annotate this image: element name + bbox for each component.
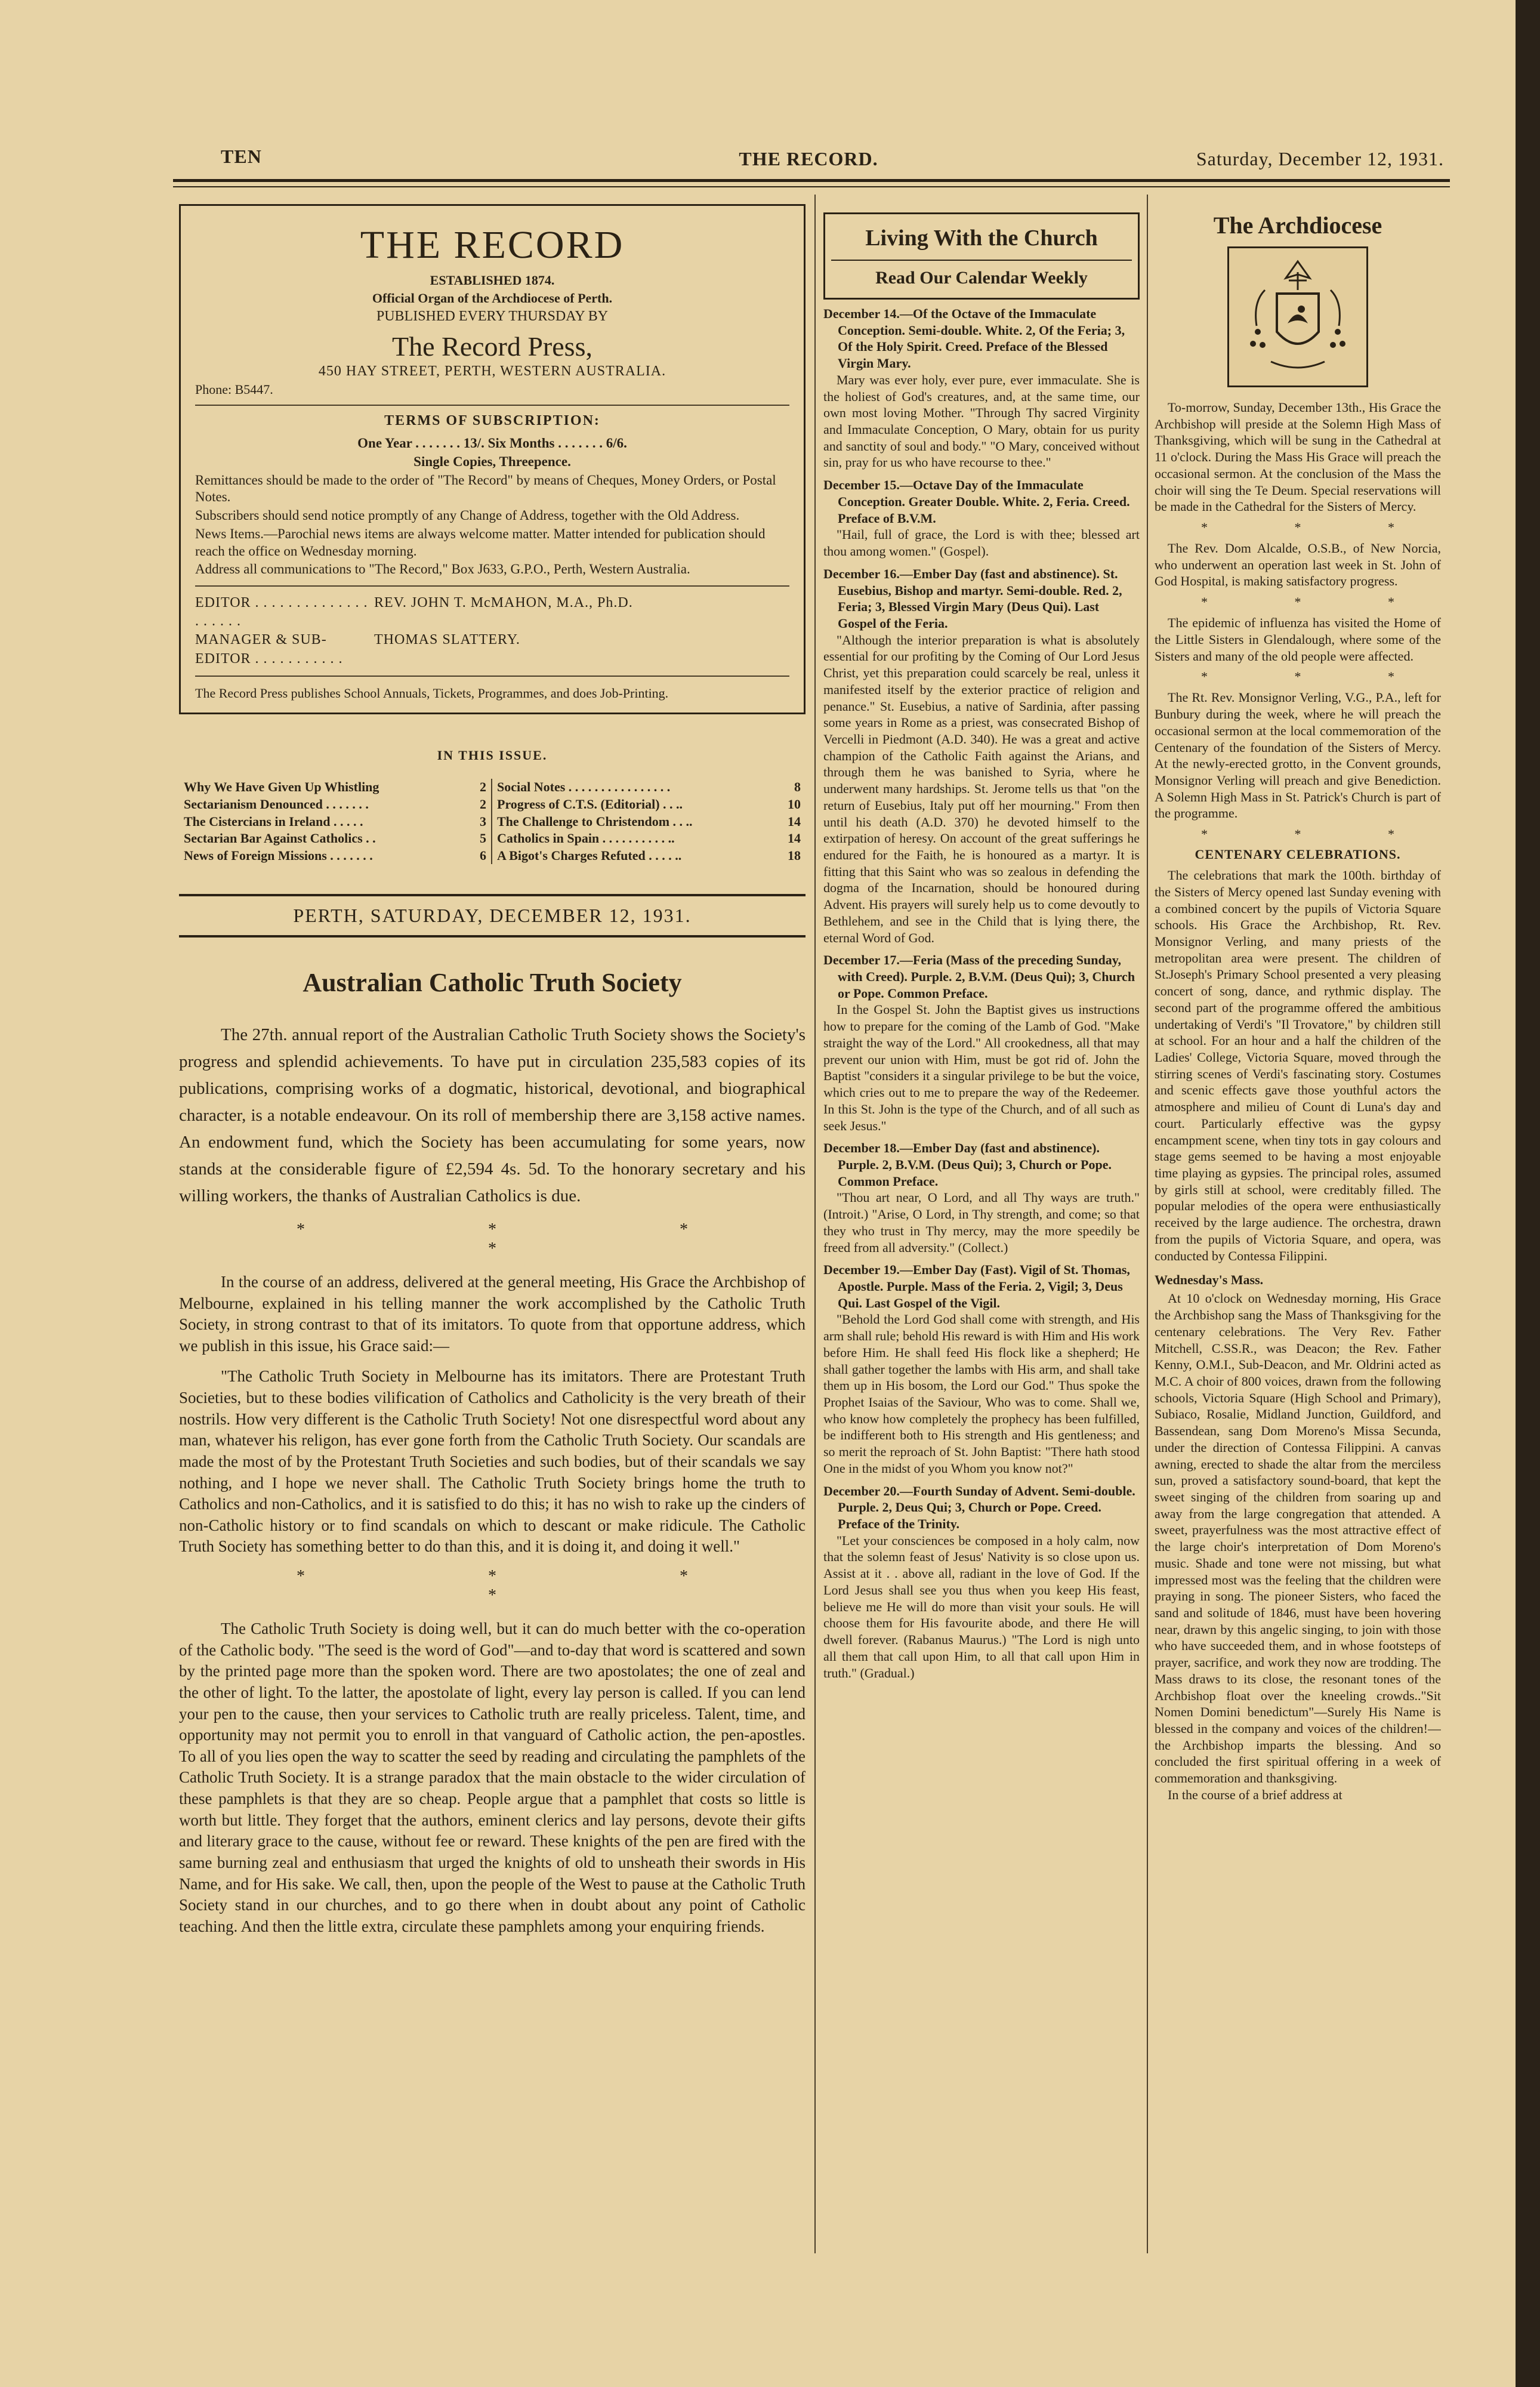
- editor-name: REV. JOHN T. McMAHON, M.A., Ph.D.: [374, 595, 633, 610]
- calendar-entry-text: In the Gospel St. John the Baptist gives us instructions how to prepare for the coming of the Lamb of God. "Make straight the way of the Lord." All crookedness, all that may prevent our union with Him, must be got rid of. John the Baptist "considers it a singular privilege to be but the voice, which cries out to me to prepare the way of the Redeemer. In this St. John is the type of the Church, and of all such as seek Jesus.": [823, 1002, 1140, 1133]
- calendar-entry-text: "Hail, full of grace, the Lord is with thee; blessed art thou among women." (Gospel).: [823, 527, 1140, 559]
- calendar-entry-text: "Thou art near, O Lord, and all Thy ways are truth." (Introit.) "Arise, O Lord, in Thy strength, and come; so that they who trust in Thy mercy, may the more speedily be freed from all adversity." (Collect.): [823, 1190, 1140, 1255]
- masthead-divider: [195, 676, 789, 677]
- manager-name: THOMAS SLATTERY.: [374, 632, 520, 648]
- column-divider: [1147, 195, 1148, 2253]
- calendar-entry-text: "Behold the Lord God shall come with strength, and His arm shall rule; behold His reward is with Him and His work before Him. He shall feed His flock like a shepherd; He shall gather together the lambs with His arm, and shall take them up in His bosom, the Lord our God." Thus spoke the Prophet Isaias of the Saviour, Who was to come. Shall we, who know how completely the prophecy has been fulfilled, be indifferent both to His strength and His gentleness; and so merit the reproach of St. John Baptist: "There hath stood One in the midst of you Whom you know not?": [823, 1312, 1140, 1476]
- contents-item[interactable]: Sectarian Bar Against Catholics . . 5: [184, 831, 486, 846]
- archdiocese-paragraph: To-morrow, Sunday, December 13th., His Grace the Archbishop will preside at the Solemn High Mass of Thanksgiving, which will be sung in the Cathedral at 11 o'clock. During the Mass His Grace will preach the occasional sermon. At the conclusion of the Mass the choir will sing the Te Deum. Special reservations will be made in the Cathedral for the Sisters of Mercy.: [1155, 400, 1441, 514]
- section-stars: * * *: [1201, 826, 1436, 842]
- calendar-entry: [823, 1262, 1140, 1476]
- header-rule: [173, 179, 1450, 182]
- calendar-entry: [823, 306, 1140, 471]
- archdiocese-paragraph: In the course of a brief address at: [1168, 1787, 1343, 1802]
- masthead-official: Official Organ of the Archdiocese of Perth.: [372, 291, 613, 306]
- editorial-paragraph: In the course of an address, delivered at the general meeting, His Grace the Archbishop of Melbourne, explained in his telling manner the work accomplished by the Catholic Truth Society, in strong contrast to that of its imitators. To quote from that opportune address, which we publish in this issue, his Grace said:—: [179, 1272, 806, 1355]
- section-stars: * * *: [1201, 669, 1436, 684]
- contents-item[interactable]: Progress of C.T.S. (Editorial) . . .. 10: [497, 796, 801, 812]
- archdiocese-paragraph: At 10 o'clock on Wednesday morning, His Grace the Archbishop sang the Mass of Thanksgiving for the centenary celebrations. The Very Rev. Father Mitchell, C.SS.R., was Deacon; the Rev. Father Kenny, O.M.I., Sub-Deacon, and Mr. Oldrini acted as M.C. A choir of 800 voices, drawn from the following schools, Victoria Square (High School and Primary), Subiaco, Rosalie, Midland Junction, Guildford, and Bassendean, sang Dom Moreno's Missa Secunda, under the direction of Contessa Filippini. A canvas awning, erected to shade the altar from the merciless sun, proved a satisfactory sound-board, that kept the sweet singing of the children from soaring up and away from the large congregation that attended. A sweet, prayerfulness was the most attractive effect of the large choir's interpretation of Dom Moreno's music. Shade and tone were not missing, but what impressed most was the feeling that the children were praying in song. The pioneer Sisters, who faced the sand and solitude of 1846, must have been hovering near, drawn by this angelic singing, to join with those who have succeeded them, and in whose footsteps of prayer, sacrifice, and work they now are trodding. The Mass draws to its close, the resonant tones of the Archbishop float over the kneeling crowds.."Sit Nomen Domini benedictum"—Surely His Name is blessed in the company and voices of the children!—the Archbishop imparts the blessing. And so concluded the first spiritual offering in a week of commemoration and thanksgiving.: [1155, 1291, 1441, 1786]
- calendar-entry-heading: December 15.—Octave Day of the Immaculate Conception. Greater Double. White. 2, Feria. Creed. Preface of B.V.M.: [823, 477, 1130, 526]
- masthead-divider: [195, 585, 789, 587]
- masthead-published: PUBLISHED EVERY THURSDAY BY: [376, 309, 609, 324]
- calendar-entry-heading: December 20.—Fourth Sunday of Advent. Semi-double. Purple. 2, Deus Qui; 3, Church or Pope. Creed. Preface of the Trinity.: [823, 1483, 1135, 1532]
- page-label: TEN: [221, 146, 262, 167]
- column-editorial: [179, 195, 806, 2259]
- terms-subscribers: Subscribers should send notice promptly of any Change of Address, together with the Old Address.: [195, 508, 740, 523]
- contents-item[interactable]: Catholics in Spain . . . . . . . . . . .. 14: [497, 831, 801, 846]
- calendar-entry: [823, 566, 1140, 946]
- calendar-title-box: [823, 212, 1140, 300]
- archdiocese-paragraph: The celebrations that mark the 100th. birthday of the Sisters of Mercy opened last Sunday evening with a combined concert by the pupils of Victoria Square schools. His Grace the Archbishop, Rt. Rev. Monsignor Verling, and many priests of the metropolitan area were present. The children of St.Joseph's Primary School presented a very pleasing concert of song, dance, and rythmic display. The second part of the programme offered the ambitious undertaking of Verdi's "Il Trovatore," by children still at school. For an hour and a half the children of the Ladies' College, Victoria Square, moved through the stirring scenes of Verdi's fascinating story. Costumes and scenic effects gave those youthful actors the atmosphere and milieu of Count di Luna's day and court. Particularly effective was the gypsy encampment scene, when tiny tots in gay colours and stage gems seemed to be having a most enjoyable time playing as gypsies. The principal roles, assumed by girls still at school, were creditably filled. The popular melodies of the opera were enthusiastically received by the large audience. The orchestra, drawn from the pupils of Victoria Square, and opera, was conducted by Contessa Filippini.: [1155, 868, 1441, 1263]
- calendar-entry-heading: December 17.—Feria (Mass of the preceding Sunday, with Creed). Purple. 2, B.V.M. (Deus Qui); 3, Church or Pope. Common Preface.: [823, 952, 1135, 1001]
- calendar-title: Living With the Church: [865, 226, 1098, 251]
- contents-right: [492, 779, 806, 864]
- masthead-divider: [195, 405, 789, 406]
- contents-item[interactable]: Why We Have Given Up Whistling 2: [184, 779, 486, 795]
- masthead-established: ESTABLISHED 1874.: [430, 273, 555, 288]
- header-rule-thin: [173, 186, 1450, 187]
- calendar-entry: [823, 1483, 1140, 1682]
- contents-left: [179, 779, 492, 864]
- editorial-quote: "The Catholic Truth Society in Melbourne has its imitators. There are Protestant Truth Societies, but to these bodies vilification of Catholics and Catholicity is the very breath of their nostrils. How very different is the Catholic Truth Society! Not one disrespectful word about any man, whatever his religon, has ever gone forth from the Catholic Truth Society. Our scandals are made the most of by the Protestant Truth Societies and such bodies, but of their scandals we say nothing, and I hope we never shall. The Catholic Truth Society brings home the truth to Catholics and non-Catholics, and it is satisfied to do this; it has no wish to rake up the cinders of non-Catholic history or to find scandals on which to descant or make ridicule. The Catholic Truth Society has something better to do than this, and it is doing it, and doing it well.": [179, 1367, 806, 1556]
- terms-remittances: Remittances should be made to the order of "The Record" by means of Cheques, Money Orders, or Postal Notes.: [195, 472, 776, 505]
- archdiocese-title: The Archdiocese: [1213, 212, 1382, 239]
- terms-heading: TERMS OF SUBSCRIPTION:: [384, 413, 600, 428]
- calendar-entry-heading: December 19.—Ember Day (Fast). Vigil of St. Thomas, Apostle. Purple. Mass of the Feria. 2, Vigil; 3, Deus Qui. Last Gospel of the Vigil.: [823, 1262, 1130, 1310]
- calendar-entry-text: "Let your consciences be composed in a holy calm, now that the solemn feast of Jesus' Nativity is so close upon us. Assist at it . . above all, radiant in the love of God. If the Lord Jesus shall see you thus when you keep His feast, believe me He will do more than visit your souls. He will choose them for His favourite abode, and there He will dwell forever. (Rabanus Maurus.) "The Lord is nigh unto all them that call upon Him, to all that call upon Him in truth." (Gradual.): [823, 1532, 1140, 1680]
- paper-name: THE RECORD.: [739, 148, 878, 169]
- running-header: [173, 146, 1444, 169]
- calendar-entry-heading: December 18.—Ember Day (fast and abstinence). Purple. 2, B.V.M. (Deus Qui); 3, Church or Pope. Common Preface.: [823, 1140, 1112, 1189]
- contents-item[interactable]: The Cistercians in Ireland . . . . . 3: [184, 813, 486, 829]
- archdiocese-paragraph: The Rt. Rev. Monsignor Verling, V.G., P.A., left for Bunbury during the week, where he will preach the occasional sermon at the local commemoration of the Centenary of the foundation of the Sisters of Mercy. At the newly-erected grotto, in the Convent grounds, Monsignor Verling will preach and give Benediction. A Solemn High Mass in St. Patrick's Church is part of the programme.: [1155, 690, 1441, 821]
- centenary-heading: CENTENARY CELEBRATIONS.: [1195, 847, 1401, 862]
- manager-label: MANAGER & SUB-EDITOR . . . . . . . . . . .: [195, 632, 343, 667]
- masthead-box: [179, 204, 806, 714]
- calendar-entry-text: "Although the interior preparation is what is absolutely essential for our profiting by the Coming of Our Lord Jesus Christ, yet this preparation could scarcely be real, unless it manifested itself by the exterior practice of religion and penance." St. Eusebius, a native of Sardinia, after passing some years in Rome as a priest, was consecrated Bishop of Vercelli in Piedmont (A.D. 340). He was a great and active champion of the Catholic Faith against the Arians, and through them he was banished to Syria, where he underwent many hardships. St. Jerome tells us that "on the return of Eusebius, Italy put off her mourning." From then until his death (A.D. 370) he devoted himself to the extirpation of heresy. On account of the great sufferings he endured for the Faith, he is honoured as a martyr. It is fitting that this Saint who was so zealous in defending the dogma of the Incarnation, should be honoured during Advent. His prayers will surely help us to come devoutly to Bethlehem, and see in the Child that is lying there, the eternal Word of God.: [823, 632, 1140, 945]
- section-stars: * * *: [1201, 594, 1436, 610]
- calendar-entry: [823, 952, 1140, 1134]
- calendar-subtitle: Read Our Calendar Weekly: [831, 260, 1132, 288]
- calendar-entry: [823, 477, 1140, 560]
- calendar-entry: [823, 1140, 1140, 1256]
- calendar-entry-text: Mary was ever holy, ever pure, ever immaculate. She is the holiest of God's creatures, and, at the same time, our own most loving Mother. "Through Thy sacred Virginity and Immaculate Conception, O Mary, obtain for us purity and sanctity of soul and body." "O Mary, conceived without sin, pray for us who have recourse to thee.": [823, 372, 1140, 470]
- terms-single: Single Copies, Threepence.: [413, 454, 571, 469]
- scan-edge: [1516, 0, 1540, 2387]
- editorial-paragraph: The Catholic Truth Society is doing well, but it can do much better with the co-operation of the Catholic body. "The seed is the word of God"—and to-day that word is scattered and sown by the printed page more than the spoken word. There are two apostolates; the one of zeal and the other of light. To the latter, the apostolate of light, every lay person is called. If you can lend your pen to the cause, then your services to Catholic truth are really priceless. Talent, time, and opportunity may not permit you to enroll in that vanguard of Catholic action, the pen-apostles. To all of you lies open the way to scatter the seed by reading and circulating the pamphlets of the Catholic Truth Society. It is a strange paradox that the main obstacle to the wider circulation of these pamphlets is that they are so cheap. People argue that a pamphlet that costs so little is worth but little. They forget that the authors, eminent clerics and lay persons, devote their gifts and literary grace to the cause, without fee or reward. These knights of the pen are fired with the same burning zeal and enthusiasm that urged the knights of old to unsheath their swords in His Name, and for His sake. We call, then, upon the people of the West to pause at the Catholic Truth Society stand in our churches, and to go there when in doubt about any point of Catholic teaching. And then the little extra, circulate these pamphlets among your enquiring friends.: [179, 1620, 806, 1935]
- wednesday-heading: Wednesday's Mass.: [1155, 1272, 1264, 1288]
- terms-communications: Address all communications to "The Record," Box J633, G.P.O., Perth, Western Australia.: [195, 562, 690, 577]
- calendar-entry-heading: December 16.—Ember Day (fast and abstinence). St. Eusebius, Bishop and martyr. Semi-double. Red. 2, Feria; 3, Blessed Virgin Mary (Deus Qui). Last Gospel of the Feria.: [823, 566, 1122, 631]
- masthead-press: The Record Press,: [392, 331, 592, 362]
- masthead-address: 450 HAY STREET, PERTH, WESTERN AUSTRALIA.: [318, 363, 666, 379]
- editorial-headline: Australian Catholic Truth Society: [303, 968, 682, 998]
- section-stars: * * * *: [297, 1567, 777, 1605]
- editorial-paragraph: The 27th. annual report of the Australian Catholic Truth Society shows the Society's progress and splendid achievements. To have put in circulation 235,583 copies of its publications, comprising works of a dogmatic, historical, devotional, and biographical character, is a notable endeavour. On its roll of membership there are 3,158 active names. An endowment fund, which the Society has been accumulating for some years, now stands at the considerable figure of £2,594 4s. 5d. To the honorary secretary and his willing workers, the thanks of Australian Catholics is due.: [179, 1025, 806, 1205]
- in-this-issue-heading: IN THIS ISSUE.: [437, 748, 548, 763]
- header-date: Saturday, December 12, 1931.: [1196, 148, 1444, 169]
- section-stars: * * * *: [297, 1220, 777, 1258]
- archdiocese-crest-icon: [1227, 246, 1368, 387]
- terms-news: News Items.—Parochial news items are always welcome matter. Matter intended for publication should reach the office on Wednesday morning.: [195, 526, 766, 559]
- masthead-phone: Phone: B5447.: [195, 382, 273, 397]
- job-printing-note: The Record Press publishes School Annuals, Tickets, Programmes, and does Job-Printing.: [195, 685, 669, 701]
- archdiocese-paragraph: The epidemic of influenza has visited the Home of the Little Sisters in Glendalough, where some of the Sisters and many of the old people were affected.: [1155, 615, 1441, 664]
- contents-item[interactable]: Sectarianism Denounced . . . . . . . 2: [184, 796, 486, 812]
- contents-item[interactable]: A Bigot's Charges Refuted . . . . .. 18: [497, 847, 801, 863]
- masthead-title: THE RECORD: [360, 223, 625, 267]
- archdiocese-paragraph: The Rev. Dom Alcalde, O.S.B., of New Norcia, who underwent an operation last week in St. John of God Hospital, is making satisfactory progress.: [1155, 541, 1441, 589]
- staff-list: [195, 594, 789, 668]
- section-stars: * * *: [1201, 520, 1436, 535]
- contents-item[interactable]: News of Foreign Missions . . . . . . . 6: [184, 847, 486, 863]
- column-calendar: [823, 195, 1140, 2259]
- column-divider: [814, 195, 816, 2253]
- column-archdiocese: [1155, 195, 1441, 2259]
- terms-rates: One Year . . . . . . . 13/. Six Months . . . . . . . 6/6.: [357, 436, 627, 451]
- dateline: PERTH, SATURDAY, DECEMBER 12, 1931.: [179, 894, 806, 937]
- contents-item[interactable]: The Challenge to Christendom . . .. 14: [497, 813, 801, 829]
- editor-label: EDITOR . . . . . . . . . . . . . . . . . . . .: [195, 595, 368, 630]
- contents-table: [179, 779, 806, 864]
- calendar-entry-heading: December 14.—Of the Octave of the Immaculate Conception. Semi-double. White. 2, Of the Feria; 3, Of the Holy Spirit. Creed. Preface of the Blessed Virgin Mary.: [823, 306, 1125, 371]
- contents-item[interactable]: Social Notes . . . . . . . . . . . . . . . . 8: [497, 779, 801, 795]
